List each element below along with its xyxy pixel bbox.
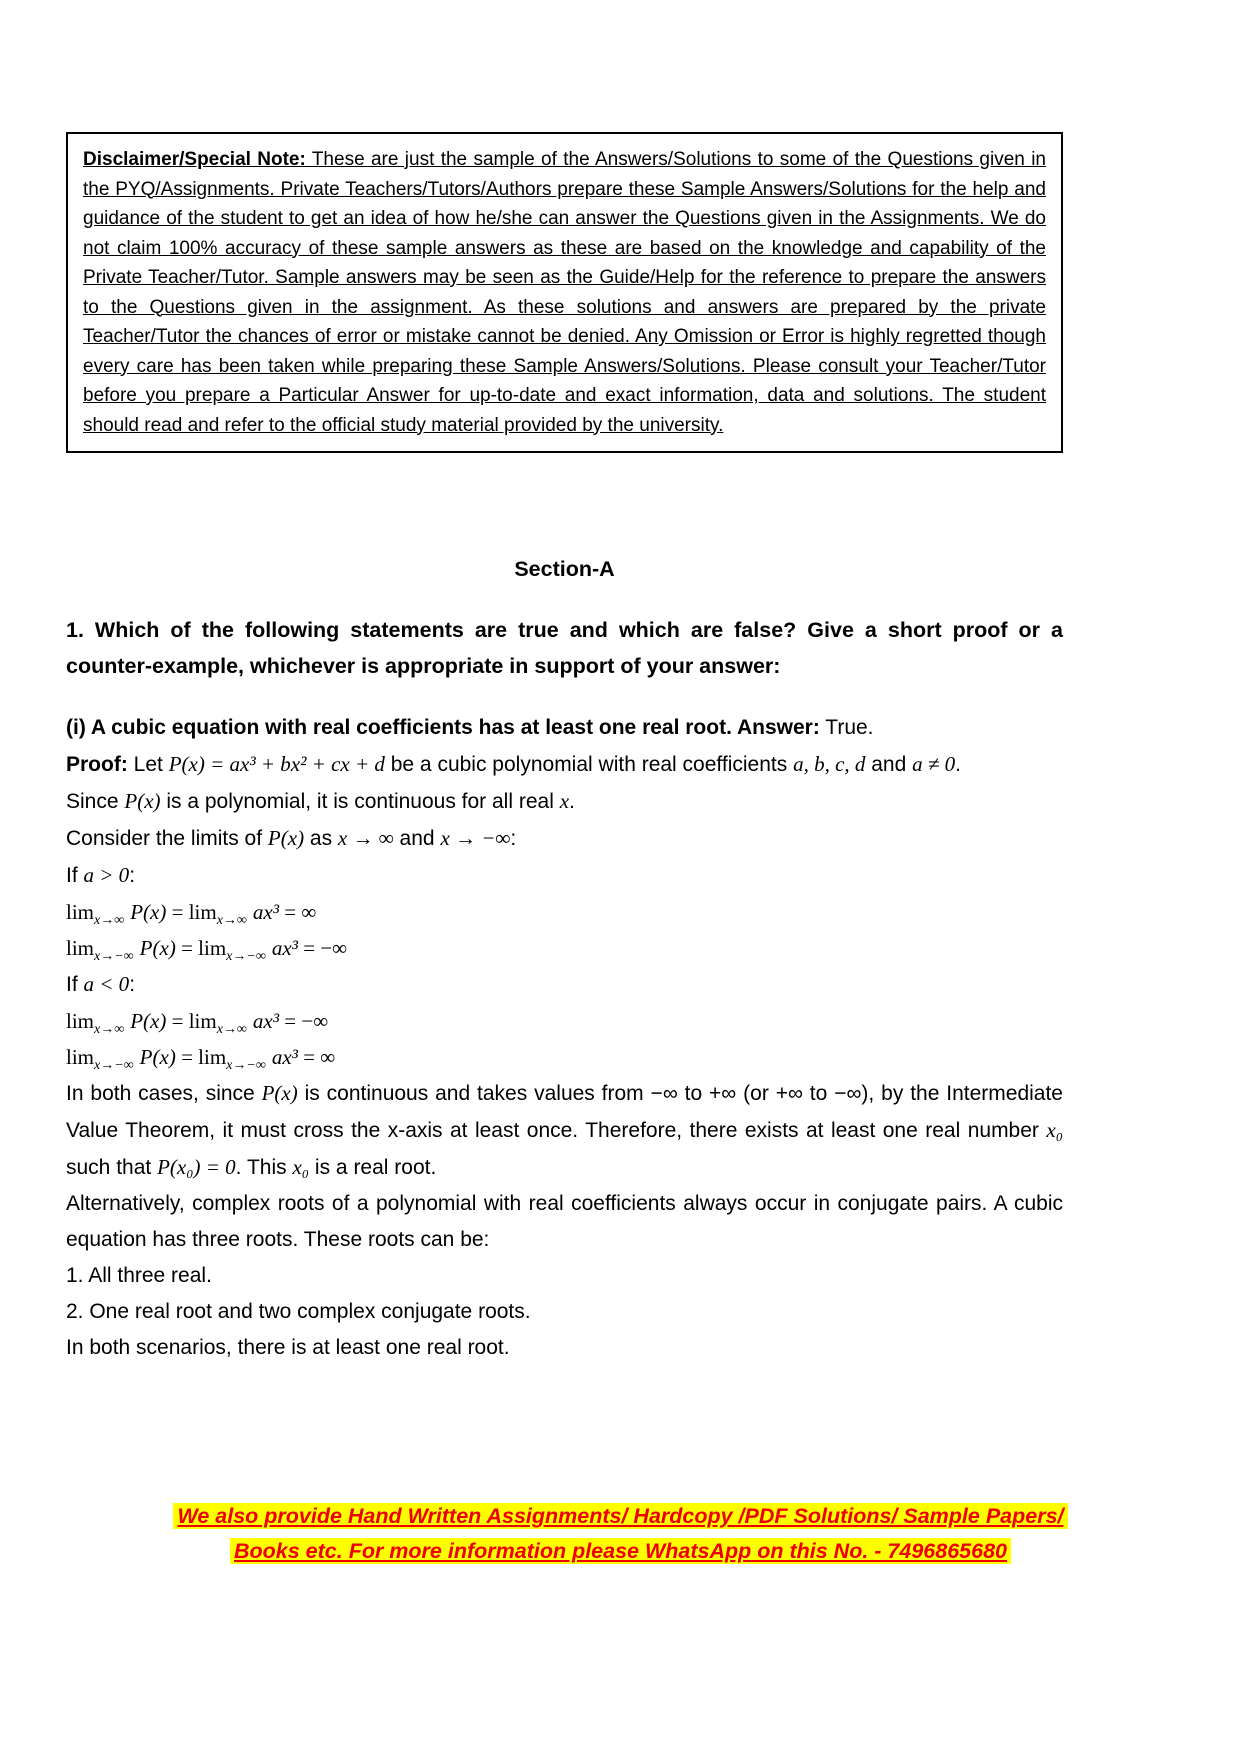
equals-sign: =	[166, 1009, 189, 1033]
math-px: P(x)	[130, 900, 167, 924]
promo-line-2: Books etc. For more information please WhatsApp on this No. - 7496865680	[230, 1538, 1011, 1564]
lim-operator: lim	[188, 1009, 217, 1033]
case-positive-line	[66, 857, 1063, 894]
promo-line-1: We also provide Hand Written Assignments/ Hardcopy /PDF Solutions/ Sample Papers/	[173, 1503, 1067, 1529]
text-run: .	[569, 790, 575, 813]
text-run: and	[865, 753, 913, 776]
ivt-paragraph	[66, 1075, 1063, 1186]
text-run: :	[129, 864, 136, 887]
math-a-nonzero: a ≠ 0	[912, 752, 956, 776]
math-ax3: ax³	[271, 1045, 298, 1069]
math-polynomial: P(x) = ax³ + bx² + cx + d	[168, 752, 385, 776]
math-px: P(x)	[261, 1081, 298, 1105]
promo-footer	[0, 1500, 1241, 1570]
limit-subscript: x→−∞	[226, 949, 266, 965]
math-coefficients: a, b, c, d	[793, 752, 866, 776]
limit-equation-3	[66, 1003, 1063, 1039]
continuity-line	[66, 783, 1063, 820]
statement-i-answer: True.	[819, 716, 874, 739]
math-a-positive: a > 0	[83, 863, 130, 887]
limit-subscript: x→∞	[216, 913, 247, 929]
math-ax3: ax³	[252, 900, 280, 924]
section-heading: Section-A	[514, 557, 615, 581]
text-run: such that	[66, 1156, 158, 1179]
case-negative-line	[66, 966, 1063, 1003]
disclaimer-box	[66, 132, 1063, 453]
math-x: x	[559, 789, 570, 813]
text-run: is a polynomial, it is continuous for all real	[160, 790, 560, 813]
text-run: and	[393, 827, 441, 850]
limit-result: = −∞	[297, 936, 348, 960]
proof-label: Proof:	[66, 753, 128, 776]
math-px: P(x)	[139, 936, 176, 960]
text-run: . This	[235, 1156, 293, 1179]
text-run: as	[304, 827, 338, 850]
math-x0: x₀	[1046, 1118, 1063, 1142]
disclaimer-text	[83, 145, 1046, 440]
limit-subscript: x→∞	[94, 1022, 125, 1038]
limit-equation-2	[66, 930, 1063, 966]
text-run: is a real root.	[309, 1156, 437, 1179]
text-run: is continuous and takes values from −∞ to +∞ (or +∞ to −∞), by the Intermediate Value Theorem, it must cross the x-axis at least once. Therefore, there exists at least one real number	[66, 1082, 1063, 1142]
statement-i-bold: (i) A cubic equation with real coefficients has at least one real root. Answer:	[66, 716, 820, 739]
math-px: P(x)	[124, 789, 161, 813]
lim-operator: lim	[66, 900, 95, 924]
lim-operator: lim	[66, 936, 95, 960]
text-run: Let	[127, 753, 169, 776]
lim-operator: lim	[66, 1009, 95, 1033]
text-run: Since	[66, 790, 125, 813]
limit-subscript: x→−∞	[94, 1058, 134, 1074]
equals-sign: =	[175, 1045, 199, 1069]
text-run: be a cubic polynomial with real coefficients	[384, 753, 794, 776]
math-x-to-inf: x → ∞	[337, 826, 394, 850]
text-run: :	[510, 827, 517, 850]
equals-sign: =	[166, 900, 189, 924]
proof-paragraph	[66, 746, 1063, 783]
text-run: :	[129, 973, 136, 996]
conclusion-line: In both scenarios, there is at least one real root.	[66, 1336, 510, 1359]
limit-subscript: x→∞	[216, 1022, 247, 1038]
text-run: If	[66, 973, 84, 996]
lim-operator: lim	[198, 936, 227, 960]
math-x-to-neg-inf: x → −∞	[440, 826, 511, 850]
alternative-paragraph: Alternatively, complex roots of a polynomial with real coefficients always occur in conjugate pairs. A cubic equation has three roots. These roots can be:	[66, 1192, 1063, 1251]
math-a-negative: a < 0	[83, 972, 130, 996]
limit-subscript: x→−∞	[94, 949, 134, 965]
lim-operator: lim	[188, 900, 217, 924]
disclaimer-label: Disclaimer/Special Note:	[83, 149, 306, 170]
limit-subscript: x→−∞	[226, 1058, 266, 1074]
promo-line-1-wrap	[0, 1500, 1241, 1532]
text-run: .	[955, 753, 961, 776]
math-px: P(x)	[267, 826, 305, 850]
math-px0-zero: P(x₀) = 0	[157, 1155, 236, 1179]
math-x0: x₀	[292, 1155, 310, 1179]
text-run: In both cases, since	[66, 1082, 262, 1105]
limit-subscript: x→∞	[94, 913, 125, 929]
limit-result: = ∞	[297, 1045, 336, 1069]
lim-operator: lim	[66, 1045, 95, 1069]
math-ax3: ax³	[271, 936, 298, 960]
disclaimer-body: These are just the sample of the Answers/Solutions to some of the Questions given in the PYQ/Assignments. Private Teachers/Tutors/Authors prepare these Sample Answers/Solutions for the help and guidance of the student to get an idea of how he/she can answer the Questions given in the Assignments. We do not claim 100% accuracy of these sample answers as these are based on the knowledge and capability of the Private Teacher/Tutor. Sample answers may be seen as the Guide/Help for the reference to prepare the answers to the Questions given in the assignment. As these solutions and answers are prepared by the private Teacher/Tutor the chances of error or mistake cannot be denied. Any Omission or Error is highly regretted though every care has been taken while preparing these Sample Answers/Solutions. Please consult your Teacher/Tutor before you prepare a Particular Answer for up-to-date and exact information, data and solutions. The student should read and refer to the official study material provided by the university.	[83, 149, 1046, 436]
text-run: Consider the limits of	[66, 827, 268, 850]
limit-result: = −∞	[279, 1009, 329, 1033]
math-ax3: ax³	[252, 1009, 280, 1033]
root-case-2: 2. One real root and two complex conjugate roots.	[66, 1300, 531, 1323]
limit-result: = ∞	[279, 900, 317, 924]
root-case-1: 1. All three real.	[66, 1264, 212, 1287]
statement-i	[66, 710, 1063, 746]
question-1-text: 1. Which of the following statements are true and which are false? Give a short proof or a counter-example, whichever is appropriate in support of your answer:	[66, 618, 1063, 678]
math-px: P(x)	[139, 1045, 176, 1069]
limit-equation-4	[66, 1039, 1063, 1075]
limits-intro-line	[66, 820, 1063, 857]
lim-operator: lim	[198, 1045, 227, 1069]
math-px: P(x)	[130, 1009, 167, 1033]
equals-sign: =	[175, 936, 199, 960]
promo-line-2-wrap	[0, 1535, 1241, 1567]
text-run: If	[66, 864, 84, 887]
limit-equation-1	[66, 894, 1063, 930]
